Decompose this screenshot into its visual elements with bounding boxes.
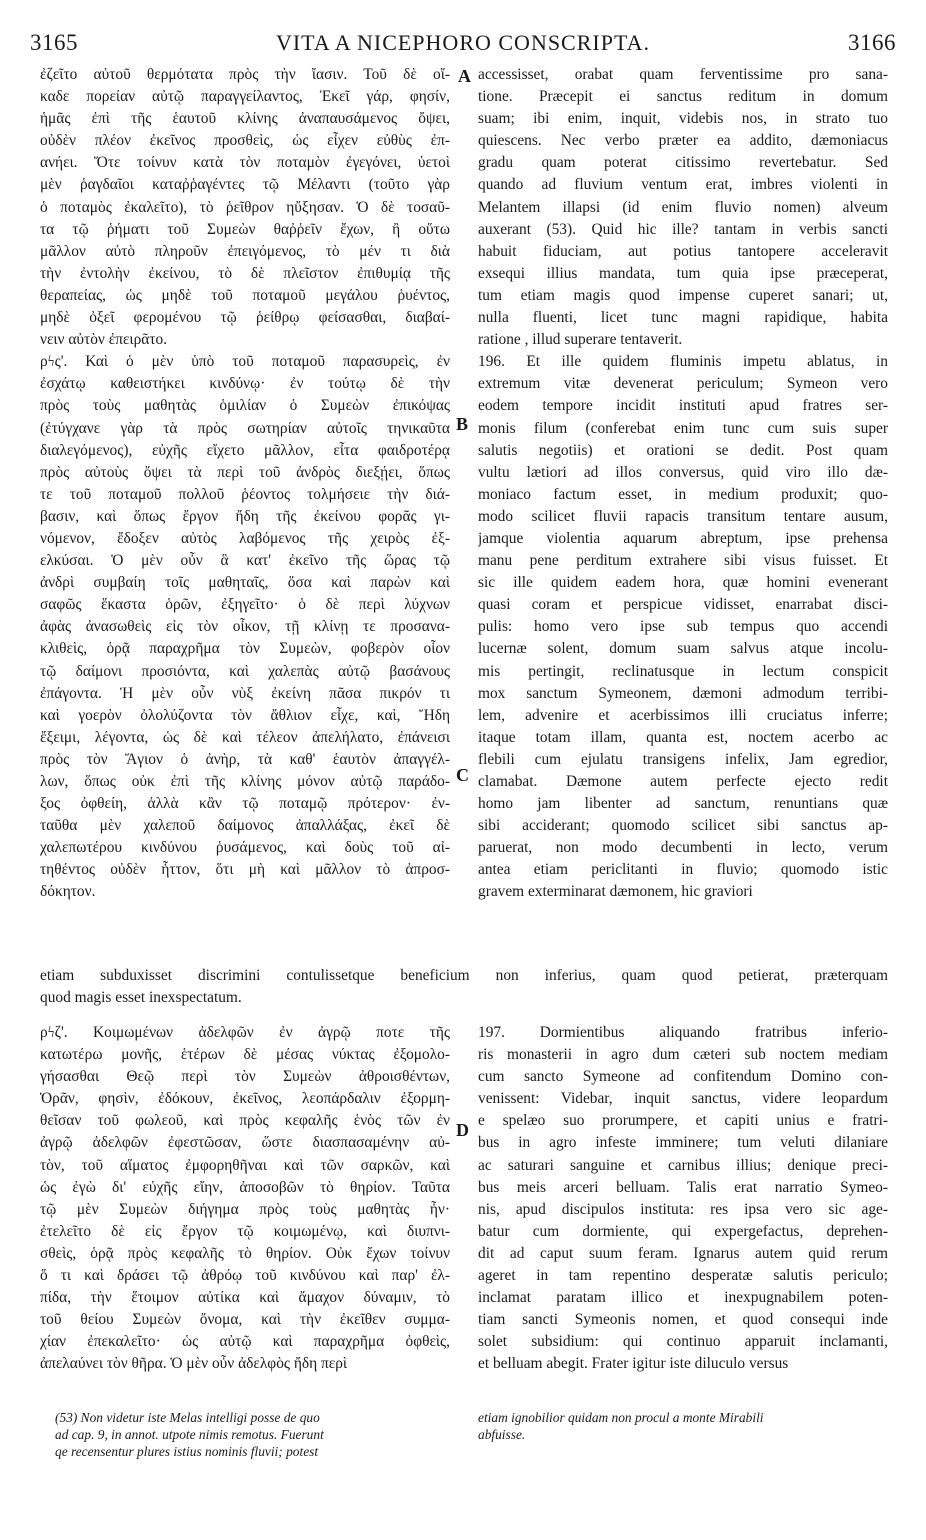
- greek-text-line: ὁ ποταμὸς ἐκαλεῖτο), τὸ ῥεῖθρον ηὔξησαν. Ὁ δὲ τοσαῦ-: [40, 198, 450, 216]
- latin-text-line: modo scilicet fluvii rapacis transitum tentare ausum,: [478, 507, 888, 525]
- latin-text-line: flebili cum ejulatu transigens infelix, Jam egredior,: [478, 750, 888, 768]
- page-header: [30, 30, 896, 60]
- greek-text-line: λων, ὅπως οὐκ ἐπὶ τῆς κλίνης μόνον αὐτῷ παράδο-: [40, 773, 450, 790]
- greek-text-line: ἀνδρὶ συμβαίη τοῖς μαθηταῖς, ὅσα καὶ παρὼν καὶ: [40, 574, 450, 592]
- greek-text-line: ἐσχάτῳ καθειστήκει κινδύνῳ· ἐν τούτῳ δὲ τὴν: [40, 375, 450, 393]
- latin-text-line: eodem tempore incidit instituti apud fratres ser-: [478, 397, 888, 415]
- latin-text-line: batur cum dormiente, qui expergefactus, deprehen-: [478, 1222, 888, 1240]
- latin-text-line: vultu lætiori ad illos conversus, quid viro illo dæ-: [478, 463, 888, 481]
- greek-text-line: θεῖσαν τοῦ φωλεοῦ, καὶ πρὸς κεφαλῆς ἑνὸς τῶν ἐν: [40, 1112, 450, 1130]
- greek-text-line: ἐπάγοντα. Ἡ μὲν οὖν νὺξ ἐκείνη πᾶσα πικρόν τι: [40, 684, 450, 702]
- greek-text-line: ἀγρῷ ἀδελφῶν ἐφεστῶσαν, ὥστε διασπασαμένην αὐ-: [40, 1134, 450, 1152]
- latin-text-line: ageret in tam repentino desperatæ salutis periculo;: [478, 1267, 888, 1285]
- latin-text-line: sibi acciderant; quomodo scilicet sibi sanctus ap-: [478, 817, 888, 835]
- latin-text-line: e spelæo suo prorumpere, et capiti unius e fratri-: [478, 1112, 888, 1130]
- greek-text-line: ἀπελαύνει τὸν θῆρα. Ὁ μὲν οὖν ἀδελφὸς ἤδη περὶ: [40, 1355, 348, 1373]
- greek-text-line: τὸν, τοῦ αἵματος ἐμφορηθῆναι καὶ τῶν σαρκῶν, καὶ: [40, 1156, 450, 1174]
- running-title: VITA A NICEPHORO CONSCRIPTA.: [275, 30, 651, 55]
- latin-text-line: quando ad fluvium ventum erat, imbres violenti in: [478, 176, 888, 194]
- latin-text-line: ris monasterii in agro dum cæteri sub noctem mediam: [478, 1046, 888, 1064]
- greek-text-line: κλιθεὶς, ὁρᾷ παραχρῆμα τὸν Συμεὼν, φοβερὸν οἷον: [40, 640, 450, 658]
- greek-text-line: τε τοῦ ποταμοῦ πολλοῦ ῥέοντος τολμήσειε τὴν διά-: [40, 485, 450, 503]
- greek-text-line: σαφῶς ἕκαστα ὁρῶν, ἐξηγεῖτο· ὁ δὲ περὶ λύχνων: [40, 596, 450, 614]
- greek-text-line: Ὁρᾶν, φησὶν, ἐδόκουν, ἐκεῖνος, λεοπάρδαλιν ἐξορμη-: [40, 1090, 450, 1108]
- margin-marker-b: B: [456, 414, 469, 434]
- latin-text-line: bus in agro infeste imminere; tum veluti dilaniare: [478, 1134, 888, 1152]
- latin-text-line: ac saturari sanguine et carnibus illius; denique preci-: [478, 1156, 888, 1174]
- greek-text-line: μηδὲ ὀξεῖ φερομένου τῷ ῥείθρῳ φείσασθαι, διαβαί-: [40, 309, 450, 327]
- greek-text-line: δόκητον.: [40, 883, 96, 901]
- latin-text-line: habuit fiduciam, aut potius tantopere acceleravit: [478, 242, 888, 260]
- latin-text-line: nis, apud discipulos instituta: res ipsa vero sic age-: [478, 1200, 888, 1218]
- latin-text-line: 196. Et ille quidem fluminis impetu ablatus, in: [478, 353, 888, 371]
- latin-text-line: gravem exterminarat dæmonem, hic graviori: [478, 883, 753, 901]
- greek-text-line: πρὸς αὐτοὺς ὄψει τὰ περὶ τοῦ ἀνδρὸς διεξῄει, ὅπως: [40, 463, 450, 481]
- latin-text-line: quiescens. Nec verbo præter ea addito, dæmoniacus: [478, 132, 888, 150]
- greek-text-line: ὅ τι καὶ δράσει τῷ ἀθρόῳ τοῦ κινδύνου καὶ παρ' ἐλ-: [40, 1267, 450, 1285]
- latin-text-line: suam; ibi enim, inquit, videbis nos, in strato tuo: [478, 110, 888, 128]
- latin-text-line: solet subsidium: qui continuo apparuit inclamanti,: [478, 1333, 888, 1351]
- latin-text-line: 197. Dormientibus aliquando fratribus inferio-: [478, 1024, 888, 1041]
- greek-text-line: οὐδὲν πλέον ἐκεῖνος προσθεὶς, ὡς εἶχεν εὐθὺς ἐπ-: [40, 132, 450, 150]
- greek-text-line: μᾶλλον αὐτὸ πληροῦν ἐπειγόμενος, τὸ μέν τι διὰ: [40, 242, 450, 260]
- full-width-text-line: etiam subduxisset discrimini contulissetque beneficium non inferius, quam quod petierat, præterquam: [40, 967, 888, 984]
- latin-text-line: moniaco factum esset, in medium produxit; quo-: [478, 485, 888, 503]
- greek-text-line: πρὸς τοὺς μαθητὰς ὁμιλίαν ὁ Συμεὼν ἐπικόψας: [40, 397, 450, 415]
- latin-text-line: dit ad caput suum feram. Ignarus autem quid rerum: [478, 1244, 888, 1262]
- latin-text-line: jamque violentia aquarum abreptum, ipse prehensa: [478, 529, 888, 547]
- latin-text-line: auxerant (53). Quid hic ille? tantam in verbis sancti: [478, 220, 888, 238]
- latin-column-bottom: [478, 1022, 888, 1376]
- latin-text-line: quasi coram et perspicue vidisset, enarrabat disci-: [478, 596, 888, 614]
- footnote-right: [478, 1409, 888, 1443]
- footnote-line: etiam ignobilior quidam non procul a monte Mirabili: [478, 1410, 764, 1425]
- left-page-number: 3165: [30, 30, 78, 55]
- footnote-line: qe recensentur plures istius nominis fluvii; potest: [55, 1444, 319, 1459]
- latin-text-line: lucernæ solent, domum suam salvus atque incolu-: [478, 640, 888, 658]
- greek-text-line: ταῦθα μὲν χαλεποῦ δαίμονος ἀπαλλάξας, ἐκεῖ δὲ: [40, 817, 450, 835]
- latin-text-line: lem, advenire et acerbissimos illi cruciatus inferre;: [478, 706, 888, 724]
- greek-text-line: ρϟς'. Καὶ ὁ μὲν ὑπὸ τοῦ ποταμοῦ παρασυρεὶς, ἐν: [40, 353, 450, 371]
- greek-text-line: ἀφὰς ἀνασωθεὶς εἰς τὸν οἶκον, τῇ κλίνῃ τε προσανα-: [40, 618, 450, 636]
- right-page-number: 3166: [848, 30, 896, 55]
- latin-text-line: clamabat. Dæmone autem perfecte ejecto redit: [478, 773, 888, 790]
- greek-text-line: νειν αὐτὸν ἐπειρᾶτο.: [40, 331, 168, 349]
- footnote-line: abfuisse.: [478, 1427, 526, 1442]
- greek-text-line: διαλεγόμενος), εὐχῆς εἴχετο μᾶλλον, εἶτα φαιδροτέρᾳ: [40, 441, 450, 459]
- greek-text-line: πίδα, τὴν ἕτοιμον αὐτίκα καὶ ἄμαχον δύναμιν, τὸ: [40, 1289, 450, 1307]
- greek-text-line: τῷ δαίμονι προσιόντα, καὶ χαλεπὰς αὐτῷ βασάνους: [40, 662, 450, 680]
- greek-text-line: χαλεπωτέρου κινδύνου ῥυσάμενος, καὶ δοὺς τοῦ αἰ-: [40, 839, 450, 857]
- greek-text-line: καὶ γοερὸν ὀλολύζοντα τὸν ἄθλιον εἶχε, καὶ, Ἤδη: [40, 706, 450, 724]
- greek-text-line: (ἐτύγχανε γὰρ τὰ πρὸς σωτηρίαν αὐτοῖς τηνικαῦτα: [40, 419, 450, 437]
- greek-text-line: βασιν, καὶ ὅπως ἔργον ἤδη τῆς ἐκείνου φορᾶς γι-: [40, 507, 450, 525]
- greek-text-line: σθεὶς, ὁρᾷ πρὸς κεφαλῆς τὸ θηρίον. Οὐκ ἔχων τοίνυν: [40, 1244, 450, 1262]
- latin-text-line: venissent: Videbar, inquit sanctus, videre leopardum: [478, 1090, 888, 1108]
- greek-column-top: [40, 64, 450, 904]
- greek-text-line: ρϟζ'. Κοιμωμένων ἀδελφῶν ἐν ἀγρῷ ποτε τῆς: [40, 1024, 450, 1041]
- footnote-line: (53) Non videtur iste Melas intelligi posse de quo: [55, 1410, 320, 1425]
- margin-marker-a: A: [458, 66, 471, 86]
- footnote-left: [55, 1409, 455, 1460]
- greek-text-line: καδε πορείαν αὐτῷ παραγγείλαντος, Ἐκεῖ γάρ, φησίν,: [40, 88, 450, 106]
- greek-text-line: χίαν ἐπεκαλεῖτο· ὡς αὐτῷ καὶ παραχρῆμα ὀφθεὶς,: [40, 1333, 450, 1351]
- latin-text-line: pulis: homo vero ipse sub tempus quo accendi: [478, 618, 888, 636]
- greek-text-line: ὡς ἐγὼ δι' εὐχῆς εἴην, ἀποσοβῶν τὸ θηρίον. Ταῦτα: [40, 1178, 450, 1196]
- latin-text-line: paruerat, non modo decumbenti in lecto, verum: [478, 839, 888, 857]
- latin-text-line: homo jam libenter ad sanctum, renuntians quæ: [478, 795, 888, 813]
- latin-text-line: cum sancto Symeone ad confitendum Domino con-: [478, 1068, 888, 1086]
- latin-text-line: ratione , illud superare tentaverit.: [478, 331, 683, 349]
- greek-text-line: πρὸς τὸν Ἅγιον ὁ ἀνὴρ, τὰ καθ' ἑαυτὸν ἀπαγγέλ-: [40, 750, 450, 768]
- latin-text-line: exsequi illius mandata, tum quia ipse præceperat,: [478, 264, 888, 282]
- margin-marker-c: C: [456, 765, 469, 785]
- latin-text-line: extremum vitæ devenerat periculum; Symeon vero: [478, 375, 888, 393]
- latin-text-line: mis pertingit, reclinatusque in lectum conspicit: [478, 662, 888, 680]
- latin-text-line: mox sanctum Symeonem, dæmoni admodum terribi-: [478, 684, 888, 702]
- greek-text-line: ἐζεῖτο αὐτοῦ θερμότατα πρὸς τὴν ἴασιν. Τοῦ δὲ οἴ-: [40, 66, 450, 83]
- latin-text-line: manu pene perditum extrahere sibi visus fuisset. Et: [478, 552, 888, 570]
- greek-text-line: ἐτελεῖτο δὲ εἰς ἔργον τῷ κοιμωμένῳ, καὶ διυπνι-: [40, 1222, 450, 1240]
- latin-text-line: antea etiam periclitanti in fluvio; quomodo istic: [478, 861, 888, 879]
- latin-text-line: et belluam abegit. Frater igitur iste diluculo versus: [478, 1355, 789, 1373]
- greek-text-line: τηθέντος οὐδὲν ἧττον, ὅτι μὴ καὶ μᾶλλον τὸ ἀπροσ-: [40, 861, 450, 879]
- greek-text-line: ἡμᾶς ἐπὶ τῆς ἑαυτοῦ κλίνης ἀναπαυσάμενος ὄψει,: [40, 110, 450, 128]
- margin-marker-d: D: [456, 1120, 469, 1140]
- latin-column-top: [478, 64, 888, 904]
- latin-text-line: salutis negotiis) et orationi se dedit. Post quam: [478, 441, 888, 459]
- greek-text-line: κατωτέρω μονῆς, ἑτέρων δὲ μέσας νύκτας ἐξομολο-: [40, 1046, 450, 1064]
- latin-text-line: itaque totam illam, quanta est, noctem acerbo ac: [478, 728, 888, 746]
- greek-column-bottom: [40, 1022, 450, 1376]
- latin-text-line: nulla fluenti, licet tunc magni rapidique, habita: [478, 309, 888, 327]
- latin-text-line: gradu quam poterat citissimo revertebatur. Sed: [478, 154, 888, 172]
- latin-text-line: accessisset, orabat quam ferventissime pro sana-: [478, 66, 888, 83]
- footnote-line: ad cap. 9, in annot. utpote nimis remotus. Fuerunt: [55, 1427, 324, 1442]
- greek-text-line: ανήει. Ὅτε τοίνυν κατὰ τὸν ποταμὸν ἐγεγόνει, ὑετοὶ: [40, 154, 450, 172]
- latin-text-line: monis filum (conferebat enim tunc cum suis super: [478, 419, 888, 437]
- latin-text-line: tiam sancti Symeonis nomen, et quod consequi inde: [478, 1311, 888, 1329]
- greek-text-line: τοῦ θείου Συμεὼν ὄνομα, καὶ τὴν ἐκεῖθεν συμμα-: [40, 1311, 450, 1329]
- full-width-text-line: quod magis esset inexspectatum.: [40, 989, 242, 1007]
- full-width-paragraph: [40, 965, 888, 1009]
- latin-text-line: bus meis arceri belluam. Talis erat narratio Symeo-: [478, 1178, 888, 1196]
- latin-text-line: sic ille quidem eadem hora, quæ homini evenerant: [478, 574, 888, 592]
- greek-text-line: τὴν ἐντολὴν ἐκείνου, τὸ δὲ πλεῖστον ἐπιθυμίᾳ τῆς: [40, 264, 450, 282]
- latin-text-line: tum etiam magis quod impense cuperet sanari; ut,: [478, 286, 888, 304]
- greek-text-line: τα τῷ ῥήματι τοῦ Συμεὼν θαῤῥεῖν ἔχων, ἢ οὕτω: [40, 220, 450, 238]
- greek-text-line: ελκύσαι. Ὁ μὲν οὖν ἃ κατ' ἐκεῖνο τῆς ὥρας τῷ: [40, 552, 450, 570]
- greek-text-line: ἔξειμι, λέγοντα, ὡς δὲ καὶ τέλεον ἀπελήλατο, ἐπάνεισι: [40, 728, 450, 746]
- latin-text-line: tione. Præcepit ei sanctus reditum in domum: [478, 88, 888, 106]
- greek-text-line: μὲν ῥαγδαῖοι καταῤῥαγέντες τῷ Μέλαντι (τοῦτο γὰρ: [40, 176, 450, 194]
- greek-text-line: ξος ὀφθείη, ἀλλὰ κἂν τῷ ποταμῷ πρότερον· ἐν-: [40, 795, 450, 813]
- greek-text-line: τῷ μὲν Συμεὼν διήγημα πρὸς τοὺς μαθητὰς ἦν·: [40, 1200, 450, 1218]
- greek-text-line: γήσασθαι Θεῷ περὶ τὸν Συμεὼν ἀθροισθέντων,: [40, 1068, 450, 1086]
- greek-text-line: νόμενον, ἔδοξεν αὐτὸς λαβόμενος τῆς χειρὸς ἐξ-: [40, 529, 450, 547]
- greek-text-line: θεραπείας, ὡς μηδὲ τοῦ ποταμοῦ μεγάλου ῥυέντος,: [40, 286, 450, 304]
- latin-text-line: inclamat paratam illico et inexpugnabilem poten-: [478, 1289, 888, 1307]
- latin-text-line: Melantem illapsi (id enim fluvio nomen) alveum: [478, 198, 888, 216]
